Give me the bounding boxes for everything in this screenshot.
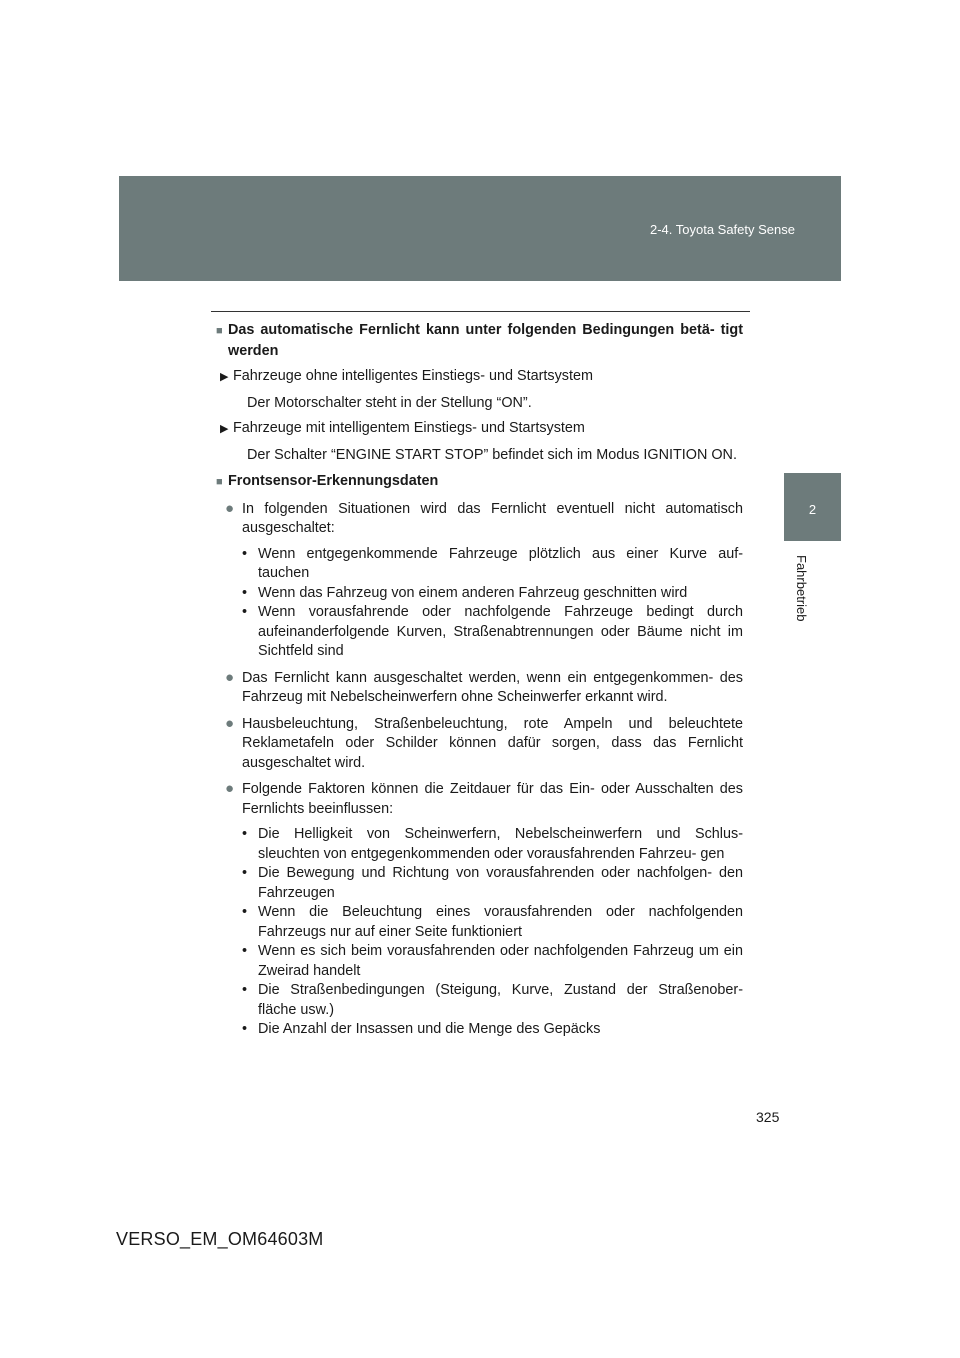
chapter-number: 2 — [808, 502, 817, 517]
triangle-bullet-icon: ▶ — [220, 423, 229, 435]
divider-line — [211, 311, 750, 312]
sub-list-item: • Die Straßenbedingungen (Steigung, Kurve, Zustand der Straßenober- fläche usw.) — [242, 982, 743, 1018]
circle-bullet-icon: ● — [225, 499, 235, 517]
sub-list-item: • Wenn entgegenkommende Fahrzeuge plötzlich aus einer Kurve auf- tauchen — [242, 545, 743, 581]
circle-bullet-icon: ● — [225, 668, 235, 686]
list-item: ● In folgenden Situationen wird das Fernlicht eventuell nicht automatisch ausgeschaltet: — [225, 499, 743, 536]
header-band — [119, 176, 841, 281]
circle-bullet-icon: ● — [225, 714, 235, 732]
list-item: ▶ Fahrzeuge ohne intelligentes Einstiegs- und Startsystem — [216, 367, 743, 388]
section-heading: ■ Das automatische Fernlicht kann unter folgenden Bedingungen betä- tigt werden — [216, 322, 743, 359]
sub-list — [242, 825, 743, 1040]
document-id: VERSO_EM_OM64603M — [116, 1229, 324, 1249]
sub-list-item: • Wenn die Beleuchtung eines vorausfahrenden oder nachfolgenden Fahrzeugs nur auf einer Seite funktioniert — [242, 904, 743, 940]
page-number: 325 — [756, 1109, 780, 1125]
square-bullet-icon: ■ — [216, 325, 223, 337]
section-heading: ■ Frontsensor-Erkennungsdaten — [216, 472, 743, 493]
sub-list — [242, 545, 743, 662]
sub-list-item: • Die Bewegung und Richtung von vorausfahrenden oder nachfolgen- den Fahrzeugen — [242, 865, 743, 901]
chapter-tab — [784, 473, 841, 541]
sub-list-item: • Wenn es sich beim vorausfahrenden oder nachfolgenden Fahrzeug um ein Zweirad handelt — [242, 943, 743, 979]
square-bullet-icon: ■ — [216, 476, 223, 488]
sub-list-item: • Die Helligkeit von Scheinwerfern, Nebelscheinwerfern und Schlus- sleuchten von entgegenkommenden oder vorausfahrenden Fahrzeu- gen — [242, 826, 743, 862]
triangle-bullet-icon: ▶ — [220, 371, 229, 383]
list-item: ● Das Fernlicht kann ausgeschaltet werden, wenn ein entgegenkommen- des Fahrzeug mit Nebelscheinwerfern ohne Scheinwerfer erkannt wird. — [225, 668, 743, 705]
sub-list-item: • Die Anzahl der Insassen und die Menge des Gepäcks — [242, 1021, 601, 1037]
chapter-title: 2-4. Toyota Safety Sense — [649, 222, 795, 237]
chapter-label: Fahrbetrieb — [794, 554, 809, 622]
list-item: ● Hausbeleuchtung, Straßenbeleuchtung, rote Ampeln und beleuchtete Reklametafeln oder Schilder können dafür sorgen, dass das Fernlicht ausgeschaltet wird. — [225, 714, 743, 771]
main-content — [216, 321, 743, 1040]
sub-list-item: • Wenn vorausfahrende oder nachfolgende Fahrzeuge bedingt durch aufeinanderfolgende Kurven, Straßenabtrennungen oder Bäume nicht im Sichtfeld sind — [242, 604, 743, 659]
circle-bullet-icon: ● — [225, 780, 235, 797]
item-description: Der Motorschalter steht in der Stellung “ON”. — [247, 394, 532, 411]
sub-list-item: • Wenn das Fahrzeug von einem anderen Fahrzeug geschnitten wird — [242, 584, 688, 601]
item-description: Der Schalter “ENGINE START STOP” befindet sich im Modus IGNITION ON. — [247, 446, 737, 463]
list-item: ▶ Fahrzeuge mit intelligentem Einstiegs- und Startsystem — [216, 419, 743, 440]
list-item: ● Folgende Faktoren können die Zeitdauer für das Ein- oder Ausschalten des Fernlichts beeinflussen: — [225, 780, 743, 817]
